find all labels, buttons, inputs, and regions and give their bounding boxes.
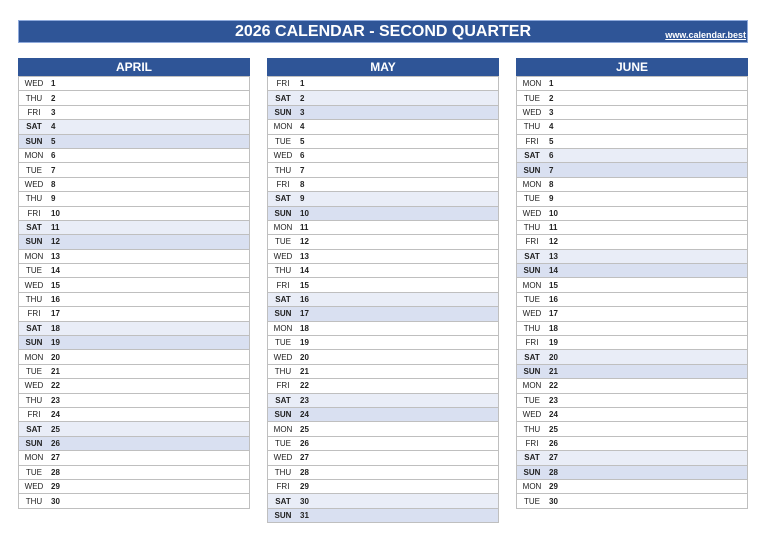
day-row (268, 450, 498, 464)
day-number: 18 (300, 323, 309, 333)
day-row (268, 421, 498, 435)
day-number: 20 (51, 352, 60, 362)
weekday-label: THU (274, 165, 292, 175)
weekday-label: FRI (27, 410, 41, 420)
day-number: 7 (549, 165, 554, 175)
weekday-label: SUN (25, 438, 43, 448)
day-number: 8 (300, 179, 305, 189)
weekday-label: TUE (524, 496, 540, 506)
day-row (268, 220, 498, 234)
day-row (517, 148, 747, 162)
weekday-label: MON (522, 179, 542, 189)
day-number: 12 (549, 237, 558, 247)
weekday-label: WED (522, 107, 542, 117)
weekday-label: WED (273, 352, 293, 362)
day-number: 4 (300, 122, 305, 132)
month-header: MAY (267, 58, 499, 76)
day-row (19, 393, 249, 407)
weekday-label: THU (25, 295, 43, 305)
weekday-label: TUE (524, 295, 540, 305)
day-number: 10 (549, 208, 558, 218)
day-row (268, 105, 498, 119)
weekday-label: THU (25, 395, 43, 405)
day-row (268, 206, 498, 220)
day-row (19, 335, 249, 349)
weekday-label: TUE (524, 395, 540, 405)
weekday-label: SUN (274, 309, 292, 319)
weekday-label: FRI (525, 438, 539, 448)
day-row (19, 76, 249, 90)
weekday-label: THU (523, 323, 541, 333)
day-number: 26 (51, 438, 60, 448)
day-row (268, 162, 498, 176)
weekday-label: FRI (525, 237, 539, 247)
day-number: 12 (51, 237, 60, 247)
day-row (268, 119, 498, 133)
day-row (517, 378, 747, 392)
day-row (517, 119, 747, 133)
weekday-label: FRI (27, 309, 41, 319)
day-number: 19 (300, 338, 309, 348)
day-row (517, 263, 747, 277)
day-number: 28 (51, 467, 60, 477)
weekday-label: FRI (27, 107, 41, 117)
day-row (268, 263, 498, 277)
weekday-label: MON (24, 352, 44, 362)
day-row (268, 508, 498, 522)
weekday-label: THU (523, 122, 541, 132)
day-row (19, 277, 249, 291)
day-row (268, 378, 498, 392)
day-row (19, 479, 249, 493)
day-row (19, 162, 249, 176)
day-row (517, 134, 747, 148)
day-row (517, 436, 747, 450)
day-row (19, 134, 249, 148)
weekday-label: WED (24, 280, 44, 290)
day-row (517, 493, 747, 507)
day-number: 19 (549, 338, 558, 348)
weekday-label: SUN (523, 367, 541, 376)
day-row (517, 364, 747, 378)
day-list (267, 76, 499, 523)
weekday-label: FRI (27, 208, 41, 218)
day-row (19, 292, 249, 306)
day-number: 8 (549, 179, 554, 189)
weekday-label: TUE (524, 93, 540, 103)
weekday-label: SAT (275, 93, 291, 103)
day-row (268, 277, 498, 291)
day-number: 6 (549, 151, 554, 161)
day-number: 10 (300, 208, 309, 218)
month-may (267, 58, 499, 523)
weekday-label: FRI (276, 179, 290, 189)
day-number: 5 (51, 136, 56, 146)
weekday-label: WED (273, 151, 293, 161)
day-number: 16 (51, 295, 60, 305)
day-row (268, 134, 498, 148)
weekday-label: TUE (26, 467, 42, 477)
day-row (268, 177, 498, 191)
weekday-label: TUE (275, 136, 291, 146)
day-number: 15 (300, 280, 309, 290)
day-number: 23 (300, 395, 309, 405)
day-row (268, 479, 498, 493)
day-number: 21 (549, 367, 558, 376)
weekday-label: THU (25, 194, 43, 204)
weekday-label: THU (25, 496, 43, 506)
day-number: 5 (300, 136, 305, 146)
weekday-label: FRI (276, 79, 290, 89)
day-number: 23 (549, 395, 558, 405)
day-row (19, 191, 249, 205)
day-number: 22 (549, 381, 558, 391)
day-row (517, 407, 747, 421)
day-row (19, 148, 249, 162)
day-number: 15 (51, 280, 60, 290)
day-number: 1 (549, 79, 554, 89)
day-row (268, 465, 498, 479)
day-number: 1 (51, 79, 56, 89)
day-row (517, 277, 747, 291)
day-number: 30 (300, 496, 309, 506)
weekday-label: TUE (275, 237, 291, 247)
day-row (19, 450, 249, 464)
day-number: 23 (51, 395, 60, 405)
day-row (517, 177, 747, 191)
day-number: 6 (51, 151, 56, 161)
day-number: 3 (549, 107, 554, 117)
day-number: 22 (51, 381, 60, 391)
weekday-label: SUN (274, 107, 292, 117)
day-row (268, 407, 498, 421)
weekday-label: MON (273, 223, 293, 233)
weekday-label: MON (522, 280, 542, 290)
weekday-label: TUE (275, 338, 291, 348)
day-number: 4 (549, 122, 554, 132)
weekday-label: THU (523, 223, 541, 233)
weekday-label: SAT (26, 323, 42, 333)
weekday-label: FRI (525, 136, 539, 146)
page-title: 2026 CALENDAR - SECOND QUARTER (234, 23, 532, 40)
day-number: 27 (549, 453, 558, 463)
day-row (517, 421, 747, 435)
day-row (19, 263, 249, 277)
day-number: 9 (300, 194, 305, 204)
day-row (19, 90, 249, 104)
day-number: 5 (549, 136, 554, 146)
day-row (268, 191, 498, 205)
day-row (19, 177, 249, 191)
day-number: 9 (51, 194, 56, 204)
day-row (517, 292, 747, 306)
day-row (268, 292, 498, 306)
day-row (268, 249, 498, 263)
weekday-label: WED (522, 208, 542, 218)
weekday-label: SAT (275, 295, 291, 305)
day-number: 21 (51, 367, 60, 376)
day-row (19, 364, 249, 378)
weekday-label: FRI (276, 381, 290, 391)
month-header: APRIL (18, 58, 250, 76)
weekday-label: MON (273, 122, 293, 132)
weekday-label: SAT (26, 122, 42, 132)
weekday-label: SAT (524, 453, 540, 463)
day-row (517, 450, 747, 464)
day-number: 31 (300, 510, 309, 520)
title-bar (18, 20, 748, 43)
day-number: 11 (549, 223, 558, 233)
day-number: 15 (549, 280, 558, 290)
day-number: 6 (300, 151, 305, 161)
day-row (19, 321, 249, 335)
day-number: 26 (549, 438, 558, 448)
weekday-label: SAT (26, 223, 42, 233)
month-april (18, 58, 250, 509)
weekday-label: MON (522, 482, 542, 492)
weekday-label: SUN (523, 165, 541, 175)
day-row (517, 306, 747, 320)
month-june (516, 58, 748, 509)
day-number: 30 (51, 496, 60, 506)
day-row (19, 378, 249, 392)
weekday-label: SUN (523, 266, 541, 276)
weekday-label: MON (273, 323, 293, 333)
weekday-label: SAT (275, 395, 291, 405)
day-number: 1 (300, 79, 305, 89)
day-row (19, 234, 249, 248)
day-row (517, 234, 747, 248)
day-row (268, 90, 498, 104)
day-row (268, 364, 498, 378)
day-row (268, 349, 498, 363)
day-list (18, 76, 250, 509)
day-number: 19 (51, 338, 60, 348)
weekday-label: MON (24, 453, 44, 463)
site-link[interactable]: www.calendar.best (665, 30, 746, 40)
weekday-label: WED (273, 453, 293, 463)
day-row (517, 76, 747, 90)
weekday-label: SUN (25, 237, 43, 247)
day-number: 3 (51, 107, 56, 117)
day-number: 27 (300, 453, 309, 463)
day-number: 10 (51, 208, 60, 218)
day-number: 17 (549, 309, 558, 319)
day-row (268, 393, 498, 407)
day-number: 13 (51, 251, 60, 261)
day-row (517, 105, 747, 119)
day-row (517, 191, 747, 205)
day-row (268, 436, 498, 450)
day-number: 16 (549, 295, 558, 305)
day-row (268, 321, 498, 335)
day-row (517, 162, 747, 176)
weekday-label: TUE (26, 367, 42, 376)
day-number: 22 (300, 381, 309, 391)
day-number: 28 (549, 467, 558, 477)
day-row (19, 119, 249, 133)
day-number: 11 (300, 223, 309, 233)
day-row (19, 407, 249, 421)
day-number: 2 (300, 93, 305, 103)
day-number: 24 (300, 410, 309, 420)
weekday-label: WED (24, 482, 44, 492)
day-row (517, 321, 747, 335)
day-number: 25 (300, 424, 309, 434)
day-row (19, 436, 249, 450)
day-row (268, 335, 498, 349)
day-number: 9 (549, 194, 554, 204)
day-number: 7 (51, 165, 56, 175)
day-row (19, 349, 249, 363)
weekday-label: WED (24, 179, 44, 189)
day-number: 28 (300, 467, 309, 477)
day-row (19, 306, 249, 320)
day-number: 4 (51, 122, 56, 132)
day-number: 29 (51, 482, 60, 492)
weekday-label: MON (522, 79, 542, 89)
day-number: 29 (549, 482, 558, 492)
weekday-label: SAT (524, 352, 540, 362)
day-number: 2 (549, 93, 554, 103)
day-number: 12 (300, 237, 309, 247)
weekday-label: WED (273, 251, 293, 261)
day-row (517, 335, 747, 349)
day-row (268, 76, 498, 90)
weekday-label: SAT (524, 151, 540, 161)
weekday-label: TUE (26, 266, 42, 276)
day-number: 27 (51, 453, 60, 463)
day-number: 11 (51, 223, 60, 233)
day-row (19, 220, 249, 234)
weekday-label: SUN (274, 410, 292, 420)
day-row (517, 90, 747, 104)
weekday-label: WED (24, 79, 44, 89)
day-number: 18 (549, 323, 558, 333)
weekday-label: WED (522, 309, 542, 319)
weekday-label: WED (522, 410, 542, 420)
weekday-label: FRI (276, 280, 290, 290)
weekday-label: SAT (26, 424, 42, 434)
day-number: 21 (300, 367, 309, 376)
day-number: 8 (51, 179, 56, 189)
weekday-label: MON (24, 251, 44, 261)
day-row (517, 349, 747, 363)
weekday-label: SAT (524, 251, 540, 261)
weekday-label: THU (274, 266, 292, 276)
weekday-label: TUE (275, 438, 291, 448)
day-row (517, 479, 747, 493)
weekday-label: FRI (525, 338, 539, 348)
day-number: 20 (300, 352, 309, 362)
day-list (516, 76, 748, 509)
weekday-label: WED (24, 381, 44, 391)
day-row (19, 493, 249, 507)
day-number: 3 (300, 107, 305, 117)
day-number: 25 (549, 424, 558, 434)
weekday-label: TUE (26, 165, 42, 175)
day-row (268, 148, 498, 162)
day-number: 24 (549, 410, 558, 420)
weekday-label: SUN (274, 208, 292, 218)
day-row (19, 206, 249, 220)
weekday-label: MON (522, 381, 542, 391)
day-number: 30 (549, 496, 558, 506)
day-row (517, 393, 747, 407)
weekday-label: THU (274, 367, 292, 376)
day-row (517, 206, 747, 220)
weekday-label: FRI (276, 482, 290, 492)
weekday-label: TUE (524, 194, 540, 204)
day-number: 29 (300, 482, 309, 492)
day-row (19, 421, 249, 435)
day-number: 18 (51, 323, 60, 333)
weekday-label: SUN (25, 136, 43, 146)
day-number: 20 (549, 352, 558, 362)
day-number: 7 (300, 165, 305, 175)
weekday-label: SUN (523, 467, 541, 477)
day-number: 25 (51, 424, 60, 434)
weekday-label: MON (273, 424, 293, 434)
day-number: 14 (549, 266, 558, 276)
day-row (517, 220, 747, 234)
day-number: 14 (51, 266, 60, 276)
weekday-label: SUN (274, 510, 292, 520)
weekday-label: SAT (275, 194, 291, 204)
day-row (19, 105, 249, 119)
month-header: JUNE (516, 58, 748, 76)
day-row (268, 306, 498, 320)
day-row (19, 249, 249, 263)
day-number: 26 (300, 438, 309, 448)
day-row (19, 465, 249, 479)
weekday-label: SAT (275, 496, 291, 506)
day-row (517, 465, 747, 479)
day-row (268, 234, 498, 248)
weekday-label: SUN (25, 338, 43, 348)
day-number: 14 (300, 266, 309, 276)
day-row (517, 249, 747, 263)
day-number: 13 (549, 251, 558, 261)
day-number: 17 (300, 309, 309, 319)
weekday-label: MON (24, 151, 44, 161)
day-number: 17 (51, 309, 60, 319)
day-number: 16 (300, 295, 309, 305)
weekday-label: THU (523, 424, 541, 434)
day-number: 24 (51, 410, 60, 420)
weekday-label: THU (25, 93, 43, 103)
day-row (268, 493, 498, 507)
day-number: 2 (51, 93, 56, 103)
weekday-label: THU (274, 467, 292, 477)
day-number: 13 (300, 251, 309, 261)
